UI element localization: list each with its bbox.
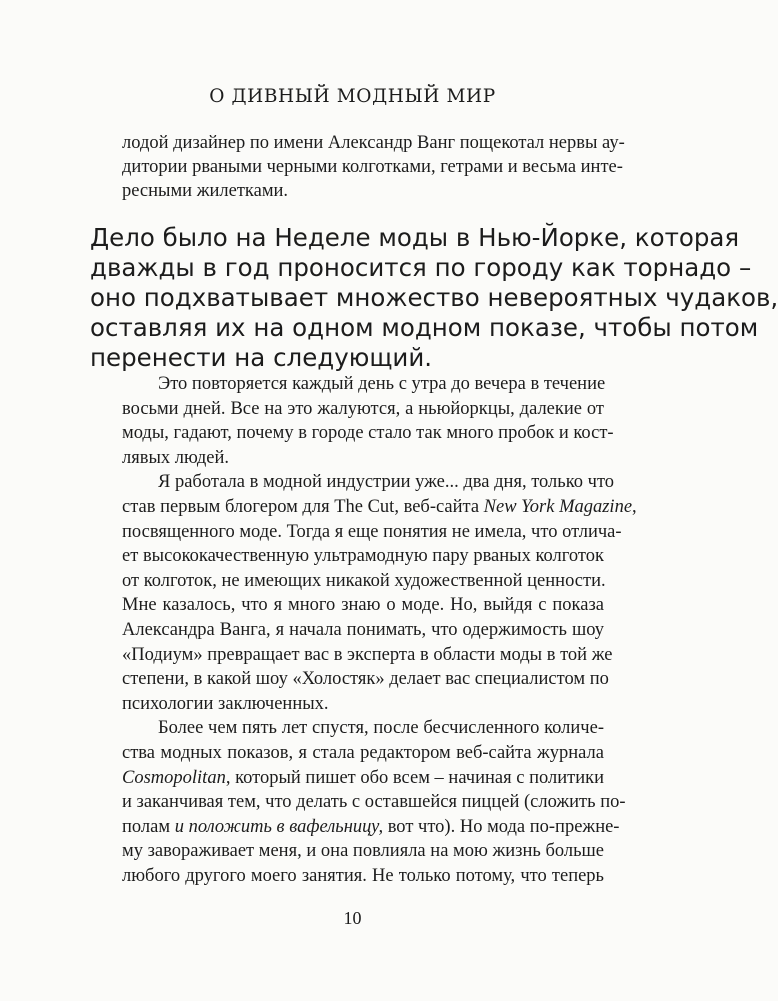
text-line: любого другого моего занятия. Не только потому, что теперь (122, 865, 604, 886)
pull-quote-line: оно подхватывает множество невероятных чудаков, (90, 283, 778, 312)
pull-quote-line: Дело было на Неделе моды в Нью-Йорке, которая (90, 223, 740, 252)
text-line (122, 815, 620, 840)
text-line: Мне казалось, что я много знаю о моде. Но, выйдя с показа (122, 595, 604, 616)
text-line: лявых людей. (122, 447, 230, 468)
running-head: О ДИВНЫЙ МОДНЫЙ МИР (209, 86, 496, 107)
page-number: 10 (343, 908, 362, 928)
text-run: вот что). Но мода по-прежне- (383, 816, 620, 837)
text-line: от колготок, не имеющих никакой художественной ценности. (122, 570, 606, 591)
pull-quote (90, 223, 778, 373)
text-run: , (632, 496, 637, 517)
text-line: и заканчивая тем, что делать с оставшейся пиццей (сложить по- (122, 792, 626, 813)
text-line: ет высококачественную ультрамодную пару рваных колготок (122, 546, 604, 567)
pull-quote-line: оставляя их на одном модном показе, чтобы потом (90, 313, 759, 342)
text-run: , который пишет обо всем – начиная с политики (225, 767, 604, 788)
text-line: Александра Ванга, я начала понимать, что одержимость шоу (122, 619, 604, 640)
text-line: му завораживает меня, и она повлияла на мою жизнь больше (122, 841, 604, 862)
text-line: Это повторяется каждый день с утра до вечера в течение (158, 374, 606, 394)
text-line (122, 495, 637, 520)
pull-quote-line: перенести на следующий. (90, 343, 433, 372)
text-run: став первым блогером для The Cut, веб-сайта (122, 496, 484, 517)
text-line: посвященного моде. Тогда я еще понятия не имела, что отлича- (122, 521, 622, 542)
magazine-title: New York Magazine (483, 496, 633, 517)
text-line: восьми дней. Все на это жалуются, а ньюйоркцы, далекие от (122, 398, 604, 419)
text-line: «Подиум» превращает вас в эксперта в области моды в той же (122, 644, 613, 665)
text-line: лодой дизайнер по имени Александр Ванг пощекотал нервы ау- (122, 133, 625, 153)
pull-quote-line: дважды в год проносится по городу как торнадо – (90, 253, 752, 282)
text-line: ства модных показов, я стала редактором веб-сайта журнала (122, 742, 604, 763)
text-line: ресными жилетками. (122, 181, 289, 201)
text-line (122, 766, 604, 791)
text-line: дитории рваными черными колготками, гетрами и весьма инте- (122, 157, 623, 177)
text-line: степени, в какой шоу «Холостяк» делает вас специалистом по (122, 669, 609, 690)
text-line: Я работала в модной индустрии уже... два дня, только что (158, 472, 615, 493)
text-run: полам (122, 816, 175, 837)
body-text (122, 372, 637, 888)
text-line: Более чем пять лет спустя, после бесчисленного количе- (158, 718, 604, 739)
text-line: психологии заключенных. (122, 693, 329, 714)
text-line: моды, гадают, почему в городе стало так много пробок и кост- (122, 423, 614, 444)
magazine-title: Cosmopolitan (122, 767, 226, 788)
italic-phrase: и положить в вафельницу, (174, 816, 384, 837)
intro-paragraph (122, 131, 625, 203)
